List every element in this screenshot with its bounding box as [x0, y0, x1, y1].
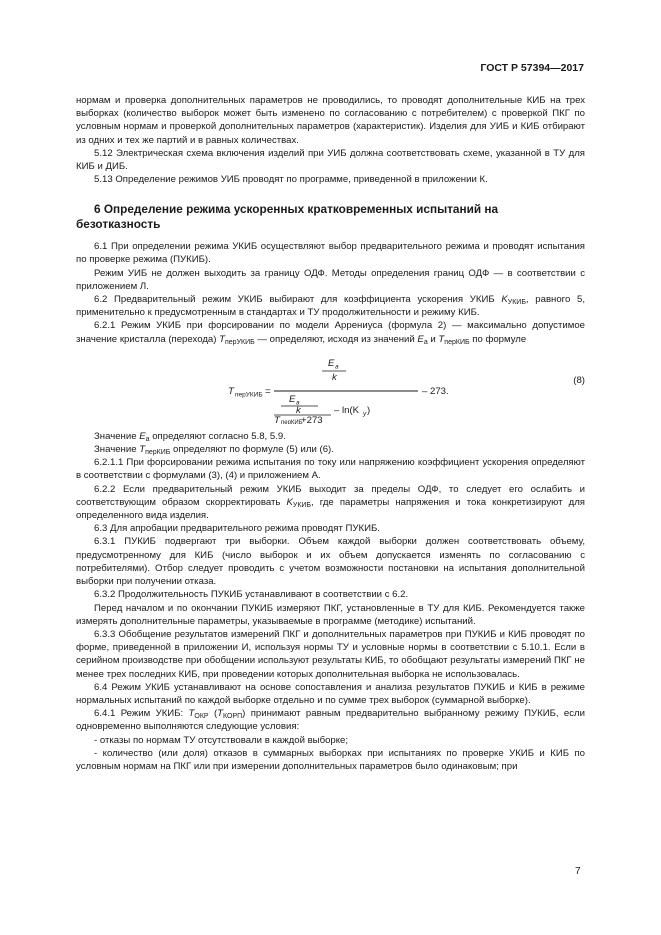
- formula-lhs-sub: перУКИБ: [235, 391, 263, 399]
- paragraph: 6.2.2 Если предварительный режим УКИБ выходит за пределы ОДФ, то следует его ослабить и соответствующим образом скорректировать $K_{УКИБ}$, где параметры напряжения и тока конкретизируют для определенного вида изделия.: [76, 483, 585, 522]
- formula-ln-close: ): [367, 404, 371, 416]
- section-heading: 6 Определение режима ускоренных кратковременных испытаний на безотказность: [76, 202, 499, 231]
- paragraph: 6.2.1 Режим УКИБ при форсировании по модели Аррениуса (формула 2) — максимально допустимое значение кристалла (перехода) $T_{перУКИБ}$ — определяют, исходя из значений $E_a$ и $T_{перКИБ}$ по формуле: [76, 320, 585, 346]
- paragraph: Режим УИБ не должен выходить за границу ОДФ. Методы определения границ ОДФ — в соответствии с приложением Л.: [76, 267, 585, 292]
- paragraph: 5.12 Электрическая схема включения изделий при УИБ должна соответствовать схеме, указанной в ТУ для КИБ и ДИБ.: [76, 147, 585, 173]
- paragraph: 6.3.2 Продолжительность ПУКИБ устанавливают в соответствии с 6.2.: [94, 589, 409, 601]
- formula-ea-2: E: [289, 393, 296, 405]
- formula-graphic: [76, 354, 585, 424]
- formula-equals: =: [265, 385, 271, 397]
- list-item: - количество (или доля) отказов в суммарных выборках при испытаниях по проверке УКИБ и КИБ по условным нормам на ПКГ или при измерении дополнительных параметров было одинаковым; при: [76, 747, 585, 772]
- formula-ea: E: [328, 357, 335, 369]
- page-number: 7: [575, 866, 581, 877]
- paragraph: 6.3.1 ПУКИБ подвергают три выборки. Объем каждой выборки должен соответствовать объему, предусмотренному для КИБ (число выборок и их объем допускается изменять по согласованию с потребителями). Отбор следует проводить с учетом возможности постановки на испытания дополнительной выборки при получении отказа.: [76, 536, 585, 588]
- paragraph: 6.4 Режим УКИБ устанавливают на основе сопоставления и анализа результатов ПУКИБ и КИБ в режиме нормальных испытаний по каждой выборке отдельно и по сумме трех выборок (суммарной выборке).: [76, 681, 585, 706]
- paragraph: 6.4.1 Режим УКИБ: $T_{ОКР}$ $(T_{КОРП})$ принимают равным предварительно выбранному режиму ПУКИБ, если одновременно выполняются следующие условия:: [76, 708, 585, 733]
- list-item: - отказы по нормам ТУ отсутствовали в каждой выборке;: [94, 734, 349, 746]
- paragraph: 6.2 Предварительный режим УКИБ выбирают для коэффициента ускорения УКИБ $K_{УКИБ}$, равного 5, применительно к предусмотренным в стандартах и ТУ продолжительности и режиму КИБ.: [76, 294, 585, 319]
- paragraph: 6.2.1.1 При форсировании режима испытания по току или напряжению коэффициент ускорения определяют в соответствии с формулами (3), (4) и приложением А.: [76, 457, 585, 482]
- formula-k: k: [332, 371, 337, 383]
- formula-8: [76, 354, 585, 424]
- paragraph: нормам и проверка дополнительных параметров не проводились, то проводят дополнительные КИБ на трех выборках (количество выборок может быть изменено по согласованию с потребителем) с проверкой ПКГ по условным нормам и проверкой дополнительных параметров (характеристик). Изделия для УИБ и КИБ отбирают из одних и тех же партий и в равных количествах.: [76, 95, 585, 146]
- formula-ea-sub: a: [335, 363, 339, 371]
- paragraph: 6.3.3 Обобщение результатов измерений ПКГ и дополнительных параметров при ПУКИБ и КИБ проводят по форме, приведенной в приложении И, используя нормы ТУ и условные нормы в соответствии с 5.10.1. Если в серийном производстве при обобщении используют результаты КИБ, то обобщают результаты измерений ПКГ не менее трех последних КИБ, при проведении которых дополнительная выборка не использовалась.: [76, 628, 585, 680]
- paragraph: 6.3 Для апробации предварительного режима проводят ПУКИБ.: [94, 523, 380, 535]
- paragraph: Значение $E_a$ определяют согласно 5.8, 5.9.: [94, 430, 286, 443]
- formula-t: T: [274, 414, 280, 424]
- paragraph: 6.1 При определении режима УКИБ осуществляют выбор предварительного режима и проводят испытания по проверке режима (ПУКИБ).: [76, 241, 585, 266]
- formula-t-sub: перКИБ: [281, 419, 303, 424]
- formula-minus273: – 273.: [422, 385, 449, 397]
- formula-lhs: T: [228, 385, 234, 397]
- formula-minus-ln: –: [334, 404, 340, 416]
- paragraph: Перед началом и по окончании ПУКИБ измеряют ПКГ, установленные в ТУ для КИБ. Рекомендуется также измерять дополнительные параметры, указываемые в программе (методике) испытаний.: [76, 602, 585, 627]
- formula-plus273: +273: [301, 414, 323, 424]
- formula-ln: ln(K: [342, 404, 360, 416]
- formula-k-2: k: [296, 404, 301, 416]
- formula-number: (8): [573, 374, 585, 386]
- document-body: [76, 94, 585, 773]
- paragraph: 5.13 Определение режимов УИБ проводят по программе, приведенной в приложении К.: [94, 174, 488, 186]
- formula-ea-sub-2: a: [296, 399, 300, 407]
- document-header: ГОСТ Р 57394—2017: [480, 62, 584, 74]
- formula-ln-sub: y: [363, 410, 367, 418]
- paragraph: Значение $T_{перКИБ}$ определяют по формуле (5) или (6).: [94, 444, 334, 457]
